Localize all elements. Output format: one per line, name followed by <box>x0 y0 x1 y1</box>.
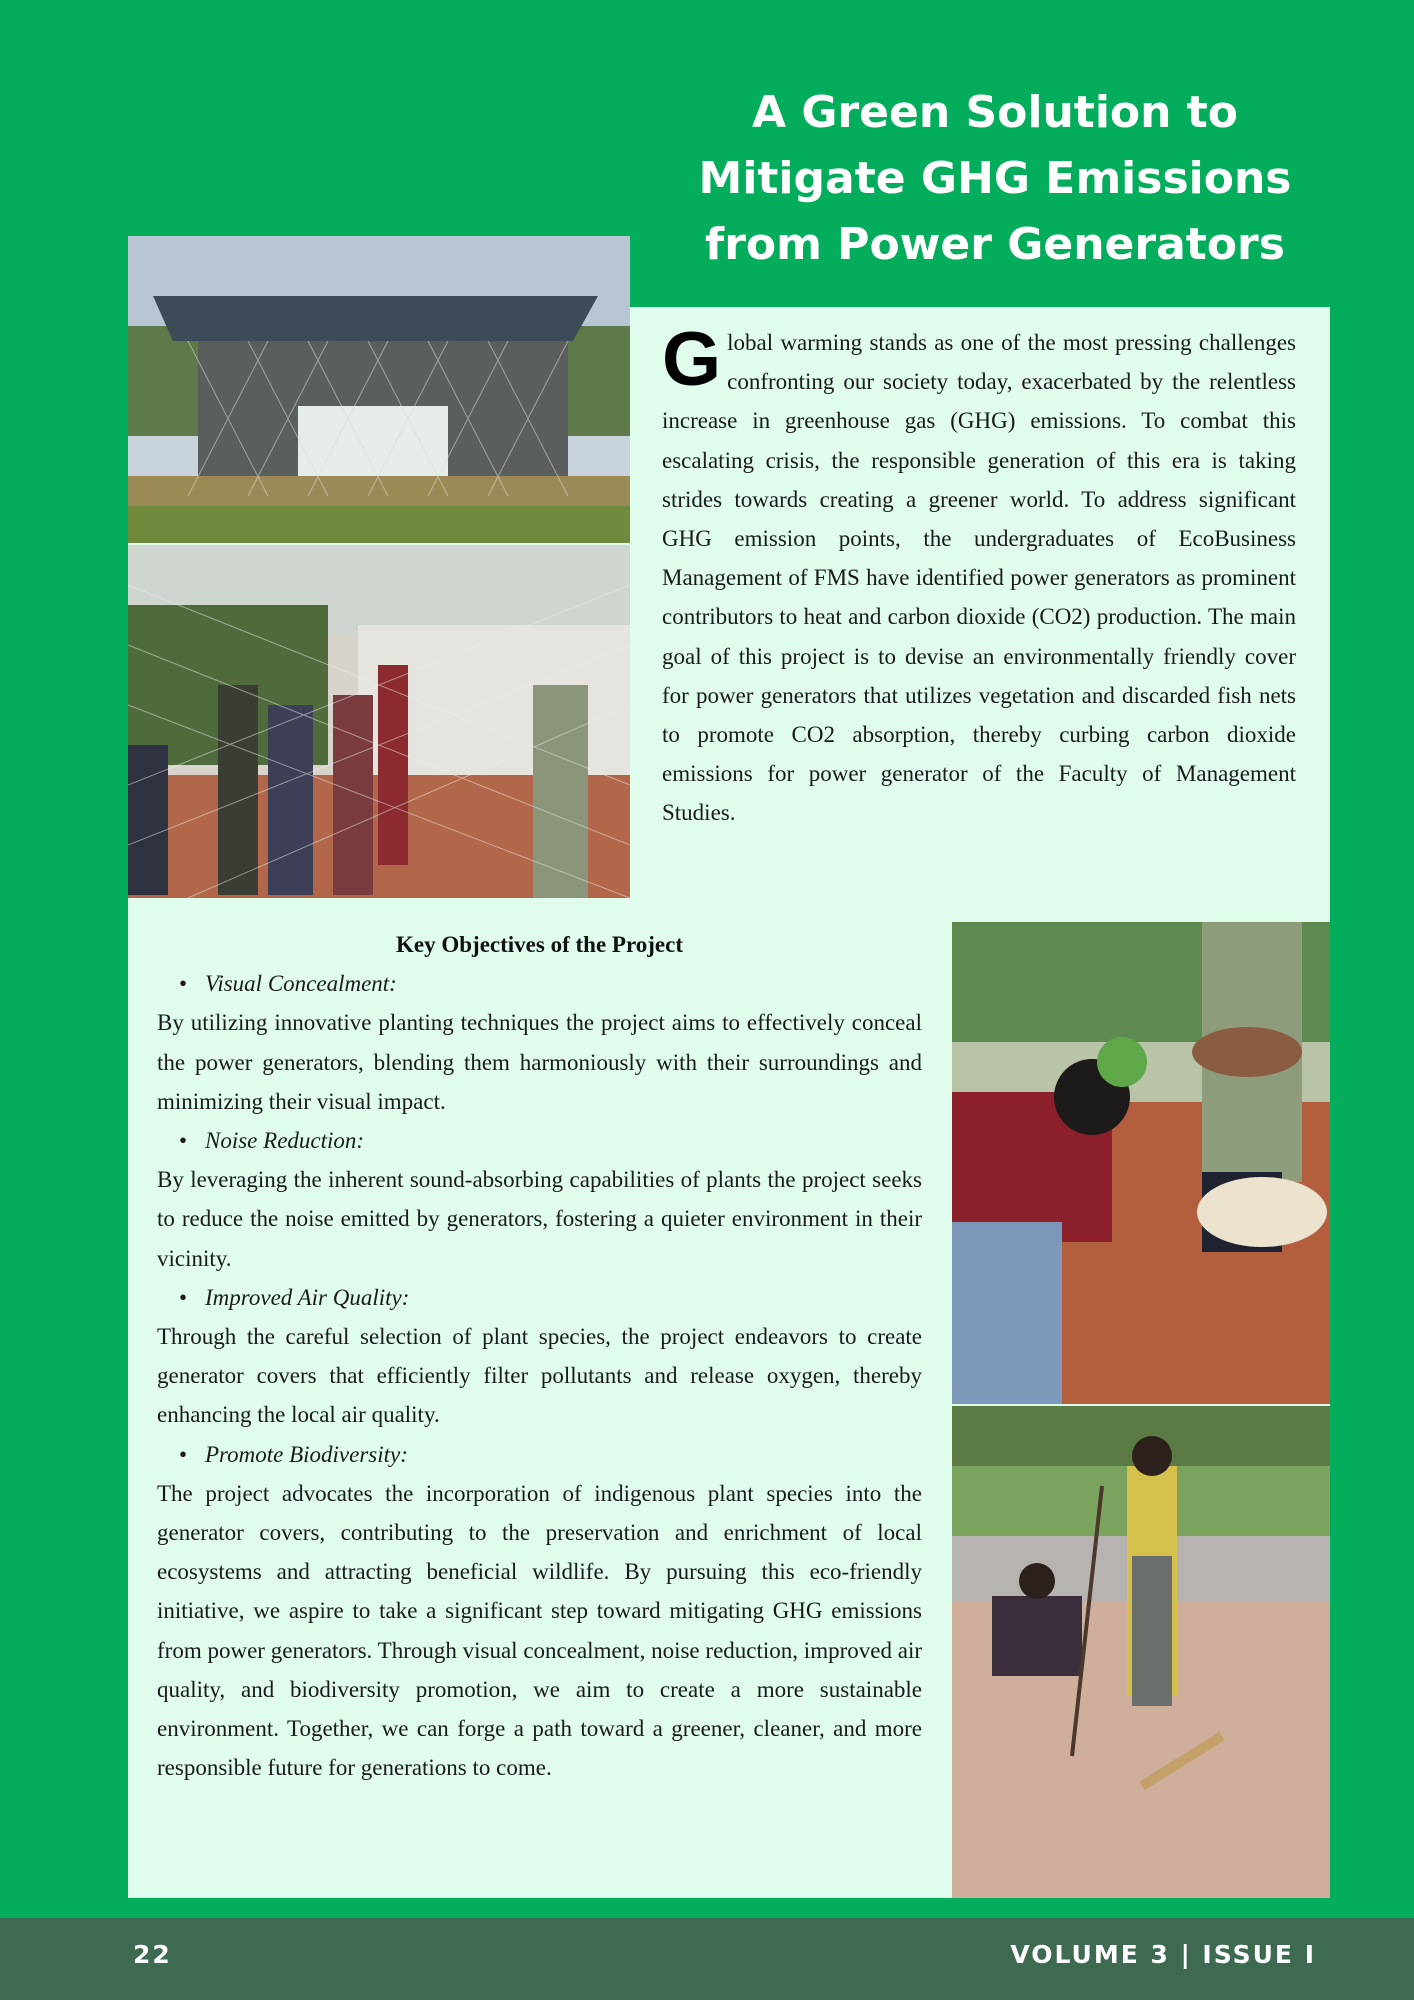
objective-title-biodiversity: • Promote Biodiversity: <box>157 1435 922 1474</box>
objective-text-noise-reduction: By leveraging the inherent sound-absorbing capabilities of plants the project seeks to reduce the noise emitted by generators, fostering a quieter environment in their vicinity. <box>157 1167 922 1271</box>
photo-generator-shelter <box>128 236 630 543</box>
objective-title-noise-reduction: • Noise Reduction: <box>157 1121 922 1160</box>
page-number: 22 <box>133 1940 172 1969</box>
objectives-section <box>157 925 922 1787</box>
photo-students-measuring <box>952 1406 1330 1898</box>
objective-text-biodiversity: The project advocates the incorporation of indigenous plant species into the generator covers, contributing to the preservation and enrichment of local ecosystems and attracting beneficial wildlife. By pursuing this eco-friendly initiative, we aspire to take a significant step toward mitigating GHG emissions from power generators. Through visual concealment, noise reduction, improved air quality, and biodiversity promotion, we aim to create a more sustainable environment. Together, we can forge a path toward a greener, cleaner, and more responsible future for generations to come. <box>157 1480 922 1781</box>
objective-title-visual-concealment: • Visual Concealment: <box>157 964 922 1003</box>
page-footer <box>0 1918 1414 2000</box>
intro-dropcap: G <box>662 317 722 402</box>
intro-text: lobal warming stands as one of the most pressing challenges confronting our society today, exacerbated by the relentless increase in greenhouse gas (GHG) emissions. To combat this escalating crisis, the responsible generation of this era is taking strides towards creating a greener world. To address significant GHG emission points, the undergraduates of EcoBusiness Management of FMS have identified power generators as prominent contributors to heat and carbon dioxide (CO2) production. The main goal of this project is to devise an environmentally friendly cover for power generators that utilizes vegetation and discarded fish nets to promote CO2 absorption, thereby curbing carbon dioxide emissions for power generator of the Faculty of Management Studies. <box>662 330 1296 826</box>
objectives-heading: Key Objectives of the Project <box>396 932 683 957</box>
objective-title-air-quality: • Improved Air Quality: <box>157 1278 922 1317</box>
volume-issue: VOLUME 3 | ISSUE I <box>1010 1940 1316 1969</box>
intro-paragraph <box>662 317 1296 833</box>
photo-students-installing-net <box>128 545 630 898</box>
objective-text-visual-concealment: By utilizing innovative planting techniques the project aims to effectively conceal the power generators, blending them harmoniously with their surroundings and minimizing their visual impact. <box>157 1010 922 1114</box>
article-title: A Green Solution to Mitigate GHG Emissions from Power Generators <box>698 87 1292 270</box>
objective-text-air-quality: Through the careful selection of plant species, the project endeavors to create generator covers that efficiently filter pollutants and release oxygen, thereby enhancing the local air quality. <box>157 1324 922 1428</box>
photo-student-planting <box>952 922 1330 1404</box>
